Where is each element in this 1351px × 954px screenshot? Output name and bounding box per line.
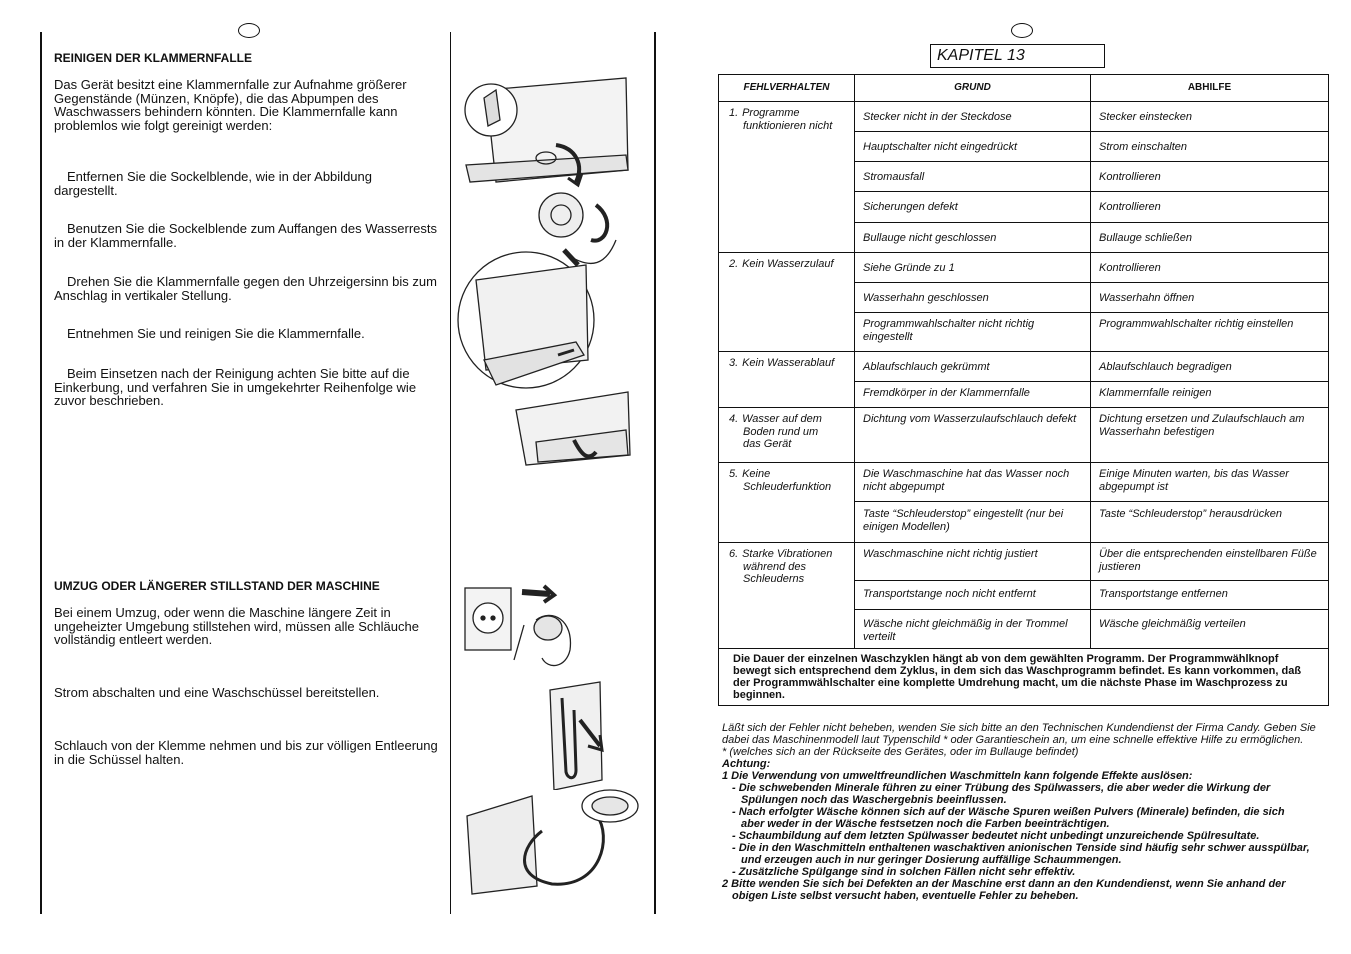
list-item: - Nach erfolgter Wäsche können sich auf der Wäsche Spuren weißen Pulvers (Minerale) befinden, die sich bbox=[732, 806, 1285, 818]
section-intro-klammernfalle: Das Gerät besitzt eine Klammernfalle zur Aufnahme größerer Gegenstände (Münzen, Knöpfe), die das Abpumpen des Waschwassers behindern könnten. Die Klammernfalle kann problemlos wie folgt gereinigt werden: bbox=[54, 77, 407, 133]
remedy-cell: Kontrollieren bbox=[1099, 171, 1161, 183]
step-paragraph: Beim Einsetzen nach der Reinigung achten Sie bitte auf die Einkerbung, und verfahren Sie in umgekehrter Reihenfolge wie zuvor beschrieben. bbox=[54, 366, 417, 408]
remedy-cell: Wasserhahn öffnen bbox=[1099, 292, 1195, 304]
footer-notes bbox=[722, 722, 1332, 902]
table-row bbox=[719, 352, 1329, 382]
list-item: - Schaumbildung auf dem letzten Spülwasser bedeutet nicht unbedingt unzureichende Spülresultate. bbox=[732, 830, 1260, 842]
table-note-row bbox=[719, 649, 1329, 706]
table-note: Die Dauer der einzelnen Waschzyklen hängt ab von dem gewählten Programm. Der Programmwählknopf bewegt sich entsprechend dem Zyklus, in dem sich das Waschprogramm befindet. Es kann vorkommen, daß der Programmwählschalter eine komplette Umdrehung macht, um die nächste Phase im Waschprozess zu beginnen. bbox=[733, 653, 1302, 701]
list-item: - Die in den Waschmitteln enthaltenen waschaktiven anionischen Tenside sind häufig sehr schwer ausspülbar, bbox=[732, 842, 1310, 854]
step-paragraph: Entfernen Sie die Sockelblende, wie in der Abbildung dargestellt. bbox=[54, 169, 372, 198]
list-item: aber weder in der Wäsche festsetzen noch die Farben beeinträchtigen. bbox=[741, 818, 1110, 830]
table-header-row bbox=[719, 75, 1329, 102]
remedy-cell: Ablaufschlauch begradigen bbox=[1099, 361, 1232, 373]
drain-hose-illustration bbox=[540, 680, 670, 790]
achtung-point-2: 2 Bitte wenden Sie sich bei Defekten an der Maschine erst dann an den Kundendienst, wenn Sie anhand der bbox=[722, 878, 1286, 890]
list-item: - Zusätzliche Spülgange sind in solchen Fällen nicht sehr effektiv. bbox=[732, 866, 1076, 878]
problem-cell: 3. Kein Wasserablauf bbox=[719, 352, 855, 408]
cause-cell: Stromausfall bbox=[863, 171, 925, 183]
cause-cell: Ablaufschlauch gekrümmt bbox=[863, 361, 990, 373]
remedy-cell: Kontrollieren bbox=[1099, 262, 1161, 274]
table-row bbox=[719, 463, 1329, 502]
table-row bbox=[719, 253, 1329, 283]
asterisk-note: * (welches sich an der Rückseite des Gerätes, oder im Bullauge befindet) bbox=[722, 746, 1079, 758]
remedy-cell: Kontrollieren bbox=[1099, 201, 1161, 213]
remedy-cell: Taste “Schleuderstop” herausdrücken bbox=[1099, 508, 1283, 520]
unplug-illustration bbox=[462, 580, 592, 675]
cause-cell: Hauptschalter nicht eingedrückt bbox=[863, 141, 1018, 153]
cause-cell: Sicherungen defekt bbox=[863, 201, 958, 213]
table-row bbox=[719, 102, 1329, 132]
remedy-cell: Programmwahlschalter richtig einstellen bbox=[1099, 318, 1294, 330]
step-paragraph: Benutzen Sie die Sockelblende zum Auffangen des Wasserrests in der Klammernfalle. bbox=[54, 221, 437, 250]
language-oval-right bbox=[1011, 23, 1033, 38]
remedy-cell: Klammernfalle reinigen bbox=[1099, 387, 1212, 399]
remedy-cell: Einige Minuten warten, bis das Wasser abgepumpt ist bbox=[1099, 468, 1289, 493]
remedy-cell: Über die entsprechenden einstellbaren Füße justieren bbox=[1099, 548, 1317, 573]
chapter-title: KAPITEL 13 bbox=[930, 44, 1105, 68]
step-paragraph: Drehen Sie die Klammernfalle gegen den Uhrzeigersinn bis zum Anschlag in vertikaler Stellung. bbox=[54, 274, 437, 303]
column-header-grund: GRUND bbox=[855, 75, 1091, 102]
list-item: Spülungen noch das Waschergebnis beeinflussen. bbox=[741, 794, 1007, 806]
problem-cell: 1. Programme funktionieren nicht bbox=[719, 102, 855, 253]
section-heading-umzug: UMZUG ODER LÄNGERER STILLSTAND DER MASCHINE bbox=[54, 579, 380, 593]
remedy-cell: Bullauge schließen bbox=[1099, 232, 1192, 244]
filter-removal-illustration bbox=[456, 70, 646, 470]
cause-cell: Dichtung vom Wasserzulaufschlauch defekt bbox=[863, 413, 1077, 425]
cause-cell: Wäsche nicht gleichmäßig in der Trommel verteilt bbox=[863, 618, 1068, 643]
remedy-cell: Strom einschalten bbox=[1099, 141, 1188, 153]
section-heading-klammernfalle: REINIGEN DER KLAMMERNFALLE bbox=[54, 51, 252, 65]
table-row bbox=[719, 408, 1329, 463]
cause-cell: Waschmaschine nicht richtig justiert bbox=[863, 548, 1038, 560]
problem-cell: 5. Keine Schleuderfunktion bbox=[719, 463, 855, 543]
problem-cell: 4. Wasser auf dem Boden rund um das Gerät bbox=[719, 408, 855, 463]
remedy-cell: Stecker einstecken bbox=[1099, 111, 1192, 123]
left-margin-line bbox=[40, 32, 42, 914]
language-oval-left bbox=[238, 23, 260, 38]
problem-cell: 2. Kein Wasserzulauf bbox=[719, 253, 855, 352]
step-paragraph: Schlauch von der Klemme nehmen und bis zur völligen Entleerung in die Schüssel halten. bbox=[54, 738, 438, 767]
remedy-cell: Dichtung ersetzen und Zulaufschlauch am Wasserhahn befestigen bbox=[1099, 413, 1305, 438]
cause-cell: Fremdkörper in der Klammernfalle bbox=[863, 387, 1030, 399]
column-divider-line bbox=[450, 32, 451, 914]
fault-table bbox=[718, 74, 1329, 706]
table-row bbox=[719, 543, 1329, 581]
achtung-point-1: 1 Die Verwendung von umweltfreundlichen Waschmitteln kann folgende Effekte auslösen: bbox=[722, 770, 1193, 782]
column-header-abhilfe: ABHILFE bbox=[1091, 75, 1329, 102]
problem-cell: 6. Starke Vibrationen während des Schleuderns bbox=[719, 543, 855, 649]
list-item: und erzeugen auch in nur geringer Dosierung auffällige Schaummengen. bbox=[741, 854, 1122, 866]
cause-cell: Stecker nicht in der Steckdose bbox=[863, 111, 1012, 123]
cause-cell: Transportstange noch nicht entfernt bbox=[863, 588, 1036, 600]
cause-cell: Wasserhahn geschlossen bbox=[863, 292, 989, 304]
service-paragraph: Läßt sich der Fehler nicht beheben, wenden Sie sich bitte an den Technischen Kundendienst der Firma Candy. Geben Sie dabei das Maschinenmodell laut Typenschild * oder Garantieschein an, um eine schnelle effektive Hilfe zu ermöglichen. bbox=[722, 722, 1316, 746]
cause-cell: Siehe Gründe zu 1 bbox=[863, 262, 955, 274]
step-paragraph: Entnehmen Sie und reinigen Sie die Klammernfalle. bbox=[67, 326, 365, 341]
cause-cell: Die Waschmaschine hat das Wasser noch nicht abgepumpt bbox=[863, 468, 1070, 493]
list-item: - Die schwebenden Minerale führen zu einer Trübung des Spülwassers, die aber weder die Wirkung der bbox=[732, 782, 1271, 794]
remedy-cell: Wäsche gleichmäßig verteilen bbox=[1099, 618, 1246, 630]
hose-bowl-illustration bbox=[462, 776, 652, 896]
cause-cell: Programmwahlschalter nicht richtig eingestellt bbox=[863, 318, 1035, 343]
cause-cell: Bullauge nicht geschlossen bbox=[863, 232, 997, 244]
remedy-cell: Transportstange entfernen bbox=[1099, 588, 1228, 600]
column-header-fehlverhalten: FEHLVERHALTEN bbox=[719, 75, 855, 102]
achtung-point-2-cont: obigen Liste selbst versucht haben, eventuelle Fehler zu beheben. bbox=[732, 890, 1079, 902]
step-paragraph: Strom abschalten und eine Waschschüssel bereitstellen. bbox=[54, 685, 380, 700]
section-intro-umzug: Bei einem Umzug, oder wenn die Maschine längere Zeit in ungeheizter Umgebung stillstehen wird, müssen alle Schläuche vollständig entleert werden. bbox=[54, 605, 419, 647]
cause-cell: Taste “Schleuderstop” eingestellt (nur bei einigen Modellen) bbox=[863, 508, 1064, 533]
achtung-label: Achtung: bbox=[722, 758, 771, 770]
